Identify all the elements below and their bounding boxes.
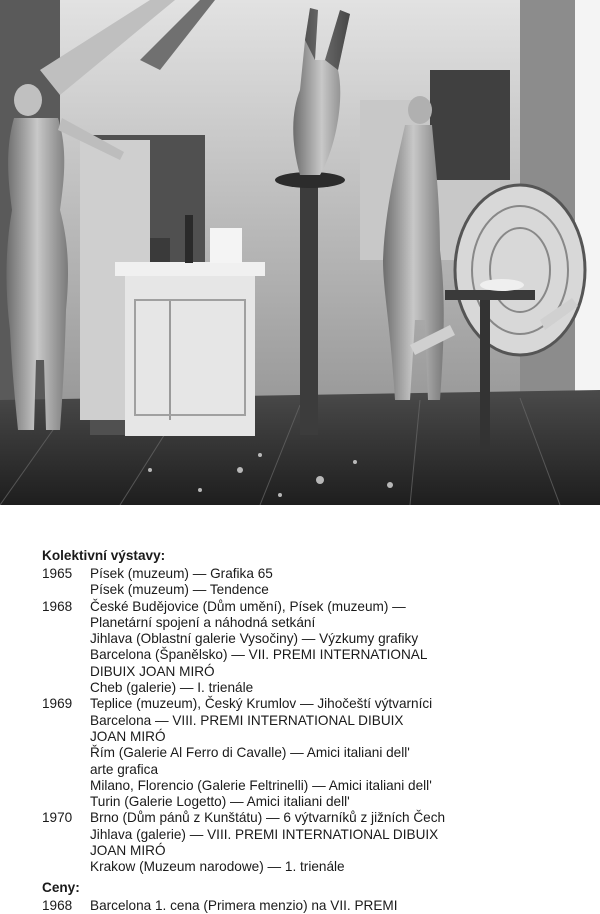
entry-line: Písek (muzeum) — Tendence [90,582,269,598]
entry-line: JOAN MIRÓ [90,843,166,859]
entry-year: 1969 [42,696,73,712]
entry-1968 [42,599,582,697]
entry-line: Barcelona 1. cena (Primera menzio) na VII. PREMI [90,897,398,913]
entry-line: Řím (Galerie Al Ferro di Cavalle) — Amici italiani dell' [90,745,410,761]
exhibition-list [42,548,582,914]
entry-line: Barcelona (Španělsko) — VII. PREMI INTERNATIONAL [90,647,428,663]
entry-line: Milano, Florencio (Galerie Feltrinelli) — Amici italiani dell' [90,777,432,793]
entry-line: Cheb (galerie) — I. trienále [90,680,254,696]
entry-line: Brno (Dům pánů z Kunštátu) — 6 výtvarníků z jižních Čech [90,810,446,826]
entry-line: Turin (Galerie Logetto) — Amici italiani dell' [90,794,350,810]
entry-line: DIBUIX JOAN MIRÓ [90,663,215,679]
entry-line: arte grafica [90,761,159,777]
entry-year: 1968 [42,897,73,913]
entry-line: České Budějovice (Dům umění), Písek (muzeum) — [90,598,406,614]
entry-line: Písek (muzeum) — Grafika 65 [90,566,273,581]
entry-line: Teplice (muzeum), Český Krumlov — Jihočeští výtvarníci [90,696,433,712]
entry-1965 [42,566,582,599]
entry-1970 [42,810,582,875]
entry-line: Jihlava (galerie) — VIII. PREMI INTERNATIONAL DIBUIX [90,826,439,842]
entry-line: JOAN MIRÓ [90,728,166,744]
entry-year: 1968 [42,598,73,614]
section-heading-collective: Kolektivní výstavy: [42,548,166,563]
entry-line: Krakow (Muzeum narodowe) — 1. trienále [90,859,345,875]
entry-year: 1965 [42,566,73,581]
entry-line: Barcelona — VIII. PREMI INTERNATIONAL DIBUIX [90,712,404,728]
section-heading-awards: Ceny: [42,879,80,895]
entry-line: Planetární spojení a náhodná setkání [90,614,316,630]
entry-1969 [42,696,582,810]
entry-year: 1970 [42,810,73,826]
entry-line: Jihlava (Oblastní galerie Vysočiny) — Výzkumy grafiky [90,631,419,647]
entry-award-1968 [42,898,582,914]
